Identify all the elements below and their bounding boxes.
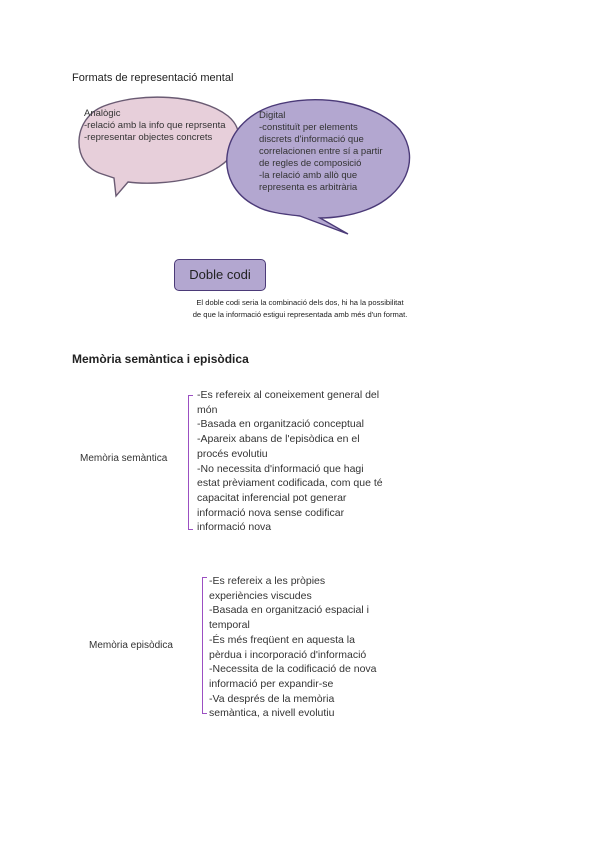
semantica-line: procés evolutiu [197,447,268,460]
analogic-text [84,108,226,144]
doble-codi-box: Doble codi [174,259,266,291]
formats-title: Formats de representació mental [72,72,234,84]
semantica-line: estat prèviament codificada, com que té [197,477,383,490]
digital-line: de regles de composició [259,158,362,169]
semantica-line: món [197,403,218,416]
episodica-line: -Basada en organització espacial i [209,604,369,617]
episodica-line: -Es refereix a les pròpies [209,575,326,587]
digital-line: correlacionen entre sí a partir [259,146,383,157]
digital-line: -la relació amb allò que [259,170,358,181]
semantica-line: -Basada en organització conceptual [197,418,364,431]
semantica-line: -Es refereix al coneixement general del [197,389,380,401]
episodica-line: experiències viscudes [209,589,312,602]
semantica-line: informació nova [197,521,272,534]
analogic-line: -relació amb la info que reprsenta [84,120,226,131]
episodica-line: -Va després de la memòria [209,692,335,705]
episodica-line: pèrdua i incorporació d'informació [209,648,367,661]
episodica-bracket [202,577,207,714]
digital-title: Digital [259,110,286,121]
memoria-section-title: Memòria semàntica i episòdica [72,352,249,366]
doble-codi-note [130,297,470,321]
memoria-episodica-label: Memòria episòdica [89,640,173,651]
digital-line: -constituït per elements [259,122,358,133]
digital-text [259,110,383,194]
episodica-line: informació per expandir-se [209,677,334,690]
semantica-line: -No necessita d'informació que hagi [197,462,364,475]
digital-line: representa es arbitrària [259,182,358,193]
analogic-line: -representar objectes concrets [84,132,213,143]
episodica-line: -És més freqüent en aquesta la [209,633,355,646]
analogic-title: Analògic [84,108,121,119]
episodica-line: semàntica, a nivell evolutiu [209,707,335,720]
semantica-line: informació nova sense codificar [197,506,345,519]
memoria-semantica-label: Memòria semàntica [80,453,168,464]
semantica-list [197,388,383,535]
episodica-line: temporal [209,619,250,632]
episodica-list [209,574,377,721]
semantica-line: -Apareix abans de l'episòdica en el [197,433,360,446]
digital-line: discrets d'informació que [259,134,364,145]
doble-codi-note-line: El doble codi seria la combinació dels dos, hi ha la possibilitat [196,298,404,307]
doble-codi-note-line: de que la informació estigui representada amb més d'un format. [192,310,408,319]
semantica-line: capacitat inferencial pot generar [197,491,347,504]
episodica-line: -Necessita de la codificació de nova [209,663,377,676]
semantica-bracket [188,395,193,530]
